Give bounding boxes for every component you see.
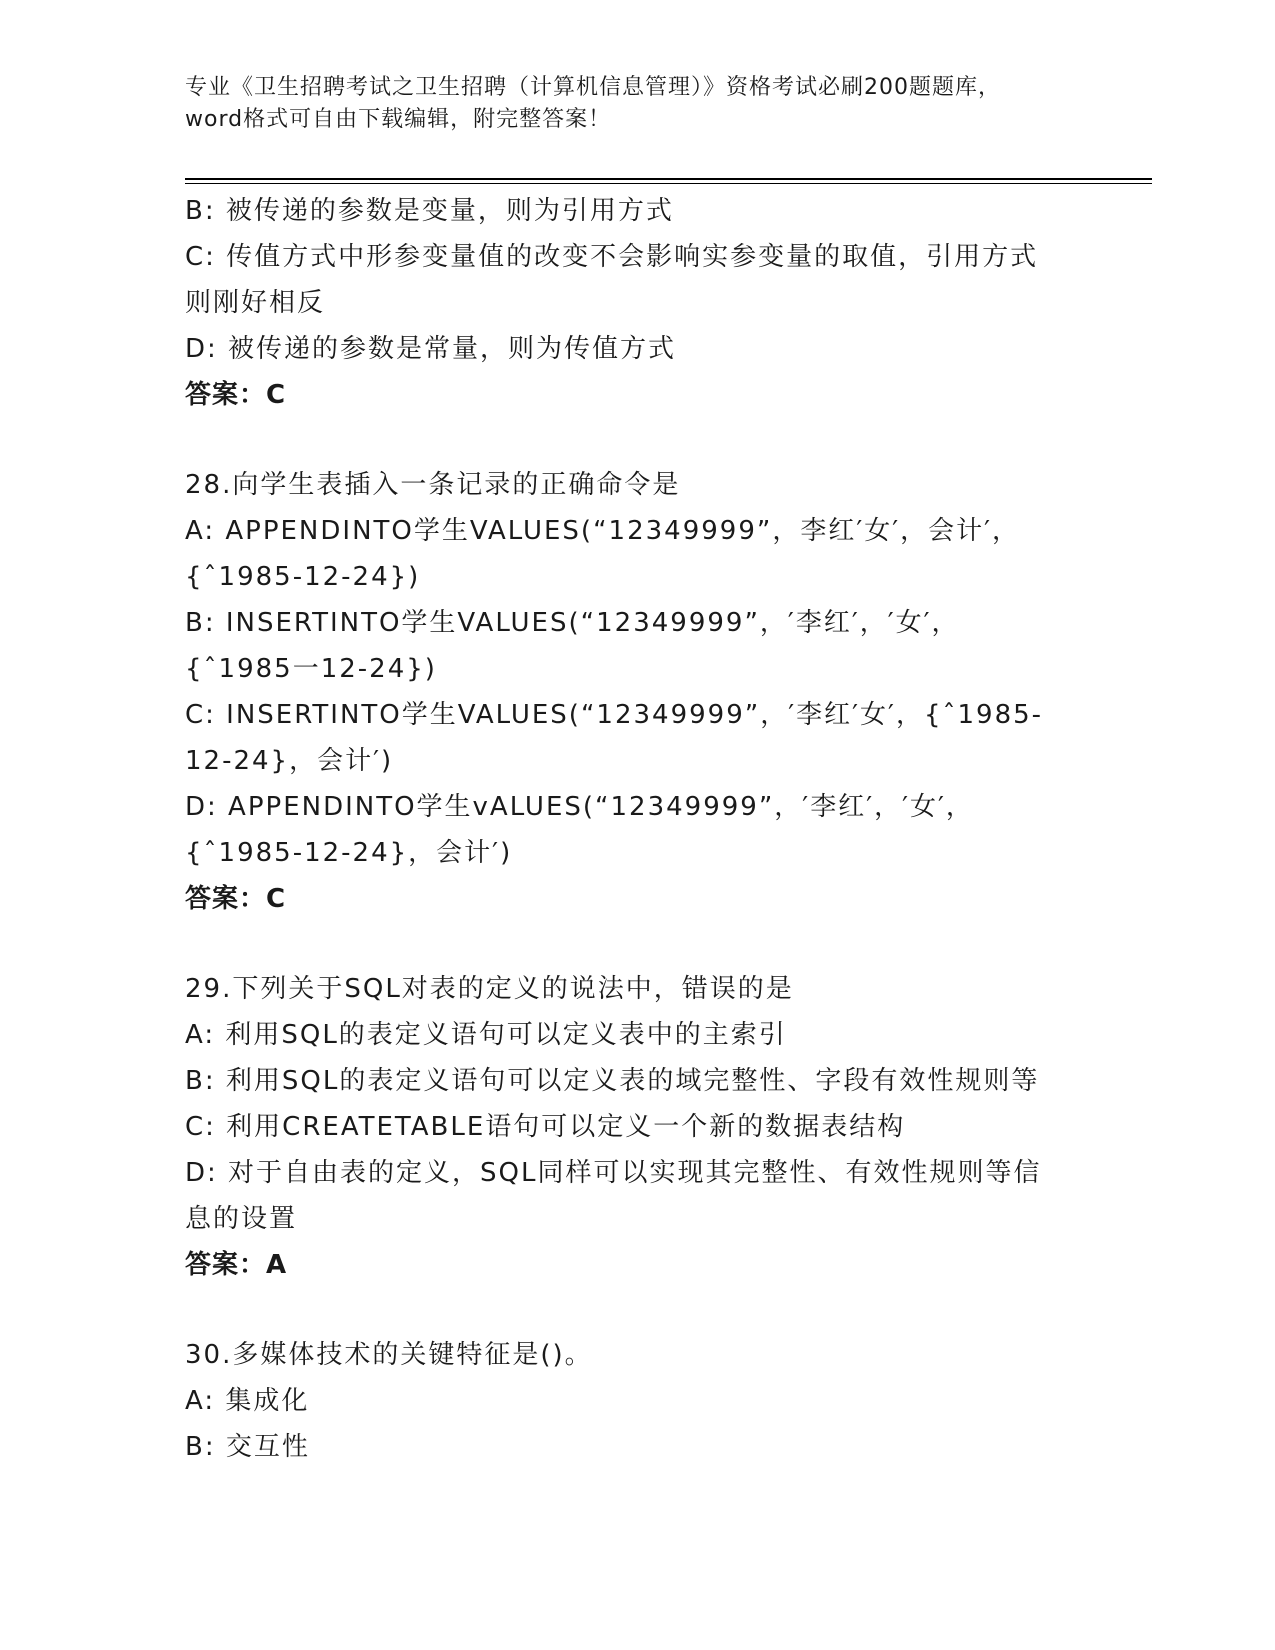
header-title-line-1: 专业《卫生招聘考试之卫生招聘（计算机信息管理）》资格考试必刷200题题库， xyxy=(185,75,1001,100)
q28-option-b-line-2: {ˆ1985一12-24}) xyxy=(185,654,437,684)
q29-option-c: C: 利用CREATETABLE语句可以定义一个新的数据表结构 xyxy=(185,1112,906,1142)
q30-option-b: B: 交互性 xyxy=(185,1432,310,1462)
q28-answer: 答案：C xyxy=(185,884,287,914)
q28-option-a-line-2: {ˆ1985-12-24}) xyxy=(185,562,421,592)
question-27 xyxy=(185,188,1085,418)
q27-answer: 答案：C xyxy=(185,380,287,410)
q28-option-d-line-1: D: APPENDINTO学生vALUES(“12349999”，′李红′，′女′， xyxy=(185,792,974,822)
question-spacer xyxy=(185,418,1085,462)
q29-option-a: A: 利用SQL的表定义语句可以定义表中的主索引 xyxy=(185,1020,787,1050)
q27-option-c-line-1: C: 传值方式中形参变量值的改变不会影响实参变量的取值，引用方式 xyxy=(185,242,1039,272)
q29-answer: 答案：A xyxy=(185,1250,288,1280)
question-29 xyxy=(185,966,1085,1288)
q28-option-b-line-1: B: INSERTINTO学生VALUES(“12349999”，′李红′，′女′， xyxy=(185,608,960,638)
q27-option-d: D: 被传递的参数是常量，则为传值方式 xyxy=(185,334,677,364)
q27-option-c-line-2: 则刚好相反 xyxy=(185,288,326,318)
q28-option-c-line-2: 12-24}，会计′) xyxy=(185,746,394,776)
q30-option-a: A: 集成化 xyxy=(185,1386,310,1416)
q29-question: 29.下列关于SQL对表的定义的说法中，错误的是 xyxy=(185,974,794,1004)
q29-option-d-line-2: 息的设置 xyxy=(185,1204,298,1234)
q27-option-b: B: 被传递的参数是变量，则为引用方式 xyxy=(185,196,674,226)
question-spacer xyxy=(185,922,1085,966)
q29-option-b: B: 利用SQL的表定义语句可以定义表的域完整性、字段有效性规则等 xyxy=(185,1066,1040,1096)
q28-question: 28.向学生表插入一条记录的正确命令是 xyxy=(185,470,681,500)
question-30 xyxy=(185,1332,1085,1470)
q28-option-a-line-1: A: APPENDINTO学生VALUES(“12349999”，李红′女′，会计′， xyxy=(185,516,1021,546)
question-spacer xyxy=(185,1288,1085,1332)
q28-option-c-line-1: C: INSERTINTO学生VALUES(“12349999”，′李红′女′，{ˆ1985- xyxy=(185,700,1044,730)
document-header xyxy=(185,72,1085,136)
question-list xyxy=(185,188,1085,1470)
question-28 xyxy=(185,462,1085,922)
q28-option-d-line-2: {ˆ1985-12-24}，会计′) xyxy=(185,838,513,868)
header-title-line-2: word格式可自由下载编辑，附完整答案！ xyxy=(185,107,612,132)
q30-question: 30.多媒体技术的关键特征是()。 xyxy=(185,1340,593,1370)
header-divider-thick xyxy=(185,178,1152,180)
q29-option-d-line-1: D: 对于自由表的定义，SQL同样可以实现其完整性、有效性规则等信 xyxy=(185,1158,1042,1188)
header-divider-thin xyxy=(185,183,1152,184)
